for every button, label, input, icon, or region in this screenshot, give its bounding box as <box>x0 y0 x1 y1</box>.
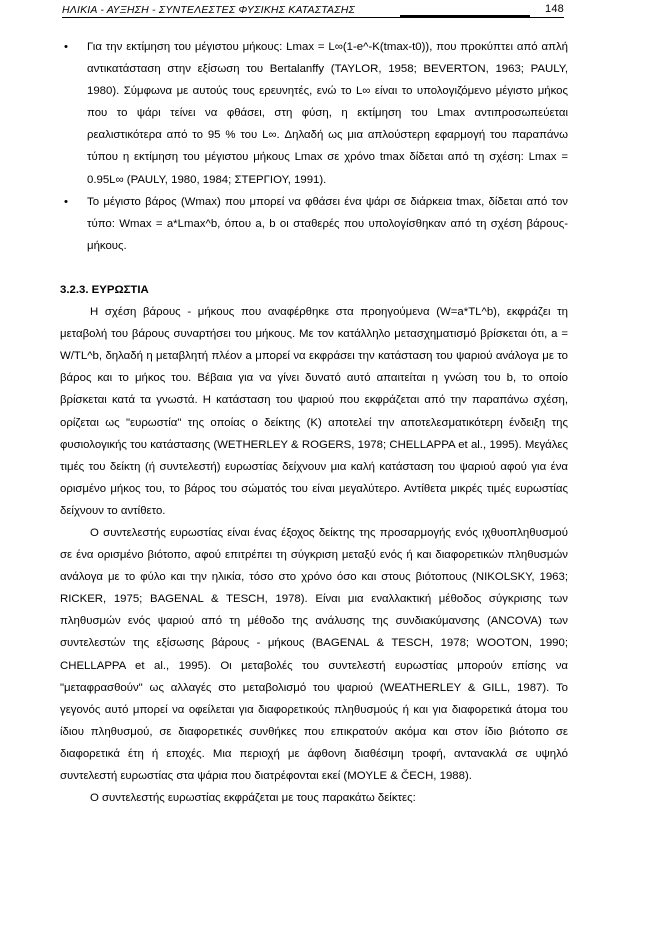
spacer <box>60 257 568 279</box>
bullet-item <box>60 191 568 257</box>
body-text <box>60 36 568 809</box>
header-rule-thick <box>400 15 530 17</box>
header-rule <box>62 17 564 18</box>
section-heading: 3.2.3. ΕΥΡΩΣΤΙΑ <box>60 283 149 296</box>
running-title: ΗΛΙΚΙΑ - ΑΥΞΗΣΗ - ΣΥΝΤΕΛΕΣΤΕΣ ΦΥΣΙΚΗΣ ΚΑΤΑΣΤΑΣΗΣ <box>62 4 356 16</box>
paragraph: Η σχέση βάρους - μήκους που αναφέρθηκε στα προηγούμενα (W=a*TL^b), εκφράζει τη μεταβολή του βάρους συναρτήσει του μήκους. Με τον κατάλληλο μετασχηματισμό βρίσκεται ότι, a = W/TL^b, δηλαδή η μεταβλητή πλέον a μπορεί να εκφράσει την κατάσταση του ψαριού ανάλογα με το βάρος και το μήκος του. Βέβαια για να γίνει δυνατό αυτό απαιτείται η γνώση του b, το οποίο βρίσκεται κατά τα γνωστά. Η κατάσταση του ψαριού που εκφράζεται από την παραπάνω σχέση, ορίζεται ως "ευρωστία" της οποίας ο δείκτης (K) αποτελεί την αποτελεσματικότερη ένδειξη της φυσιολογικής του κατάστασης (WETHERLEY & ROGERS, 1978; CHELLAPPA et al., 1995). Μεγάλες τιμές του δείκτη (ή συντελεστή) ευρωστίας δείχνουν μια καλή κατάσταση του ψαριού αφού για ένα ορισμένο μήκος του, το βάρος του σώματός του είναι μεγαλύτερο. Αντίθετα μικρές τιμές ευρωστίας δείχνουν το αντίθετο. <box>60 306 568 517</box>
bullet-icon: • <box>64 195 68 208</box>
paragraph: Ο συντελεστής ευρωστίας είναι ένας έξοχος δείκτης της προσαρμογής ενός ιχθυοπληθυσμού σε ένα ορισμένο βιότοπο, αφού επιτρέπει τη σύγκριση μεταξύ ενός ή και διαφορετικών πληθυσμών ανάλογα με το φύλο και την ηλικία, τόσο στο χρόνο όσο και στους βιότοπους (NIKOLSKY, 1963; RICKER, 1975; BAGENAL & TESCH, 1978). Είναι μια εναλλακτική μέθοδος σύγκρισης των πληθυσμών ενός ψαριού από τη μέθοδο της ανάλυσης της συνδιακύμανσης (ANCOVA) των συντελεστών της εξίσωσης βάρους - μήκους (BAGENAL & TESCH, 1978; WOOTON, 1990; CHELLAPPA et al., 1995). Οι μεταβολές του συντελεστή ευρωστίας μπορούν επίσης να "μεταφρασθούν" ως αλλαγές στο μεταβολισμό του ψαριού (WEATHERLEY & GILL, 1987). Το γεγονός αυτό μπορεί να οφείλεται για διαφορετικούς πληθυσμούς ή και για διαφορετικά άτομα του ίδιου πληθυσμού, σε διαφορετικές συνθήκες που επικρατούν ακόμα και στον ίδιο βιότοπο σε διαφορετικά έτη ή εποχές. Μια περιοχή με άφθονη διαθέσιμη τροφή, αντανακλά σε υψηλό συντελεστή ευρωστίας στα ψάρια που διατρέφονται εκεί (MOYLE & ČECH, 1988). <box>60 526 568 782</box>
paragraph: Ο συντελεστής ευρωστίας εκφράζεται με τους παρακάτω δείκτες: <box>90 792 416 805</box>
bullet-text: Για την εκτίμηση του μέγιστου μήκους: Lmax = L∞(1-e^-K(tmax-t0)), που προκύπτει από απλή αντικατάσταση στην εξίσωση του Bertalanffy (TAYLOR, 1958; BEVERTON, 1963; PAULY, 1980). Σύμφωνα με αυτούς τους ερευνητές, ενώ το L∞ είναι το υπολογιζόμενο μέγιστο μήκος που το ψάρι τείνει να φθάσει, στη φύση, η εκτίμηση του Lmax αντιπροσωπεύεται ρεαλιστικότερα από το 95 % του L∞. Δηλαδή ως μια απλούστερη εφαρμογή του παραπάνω τύπου η εκτίμηση του μέγιστου μήκους Lmax σε χρόνο tmax δίδεται από τη σχέση: Lmax = 0.95L∞ (PAULY, 1980, 1984; ΣΤΕΡΓΙΟΥ, 1991). <box>87 41 568 186</box>
bullet-icon: • <box>64 41 68 53</box>
page-number: 148 <box>545 3 564 15</box>
bullet-item <box>60 36 568 191</box>
bullet-text: Το μέγιστο βάρος (Wmax) που μπορεί να φθάσει ένα ψάρι σε διάρκεια tmax, δίδεται από τον τύπο: Wmax = a*Lmax^b, όπου a, b οι σταθερές που υπολογίσθηκαν από τη σχέση βάρους-μήκους. <box>87 195 568 252</box>
